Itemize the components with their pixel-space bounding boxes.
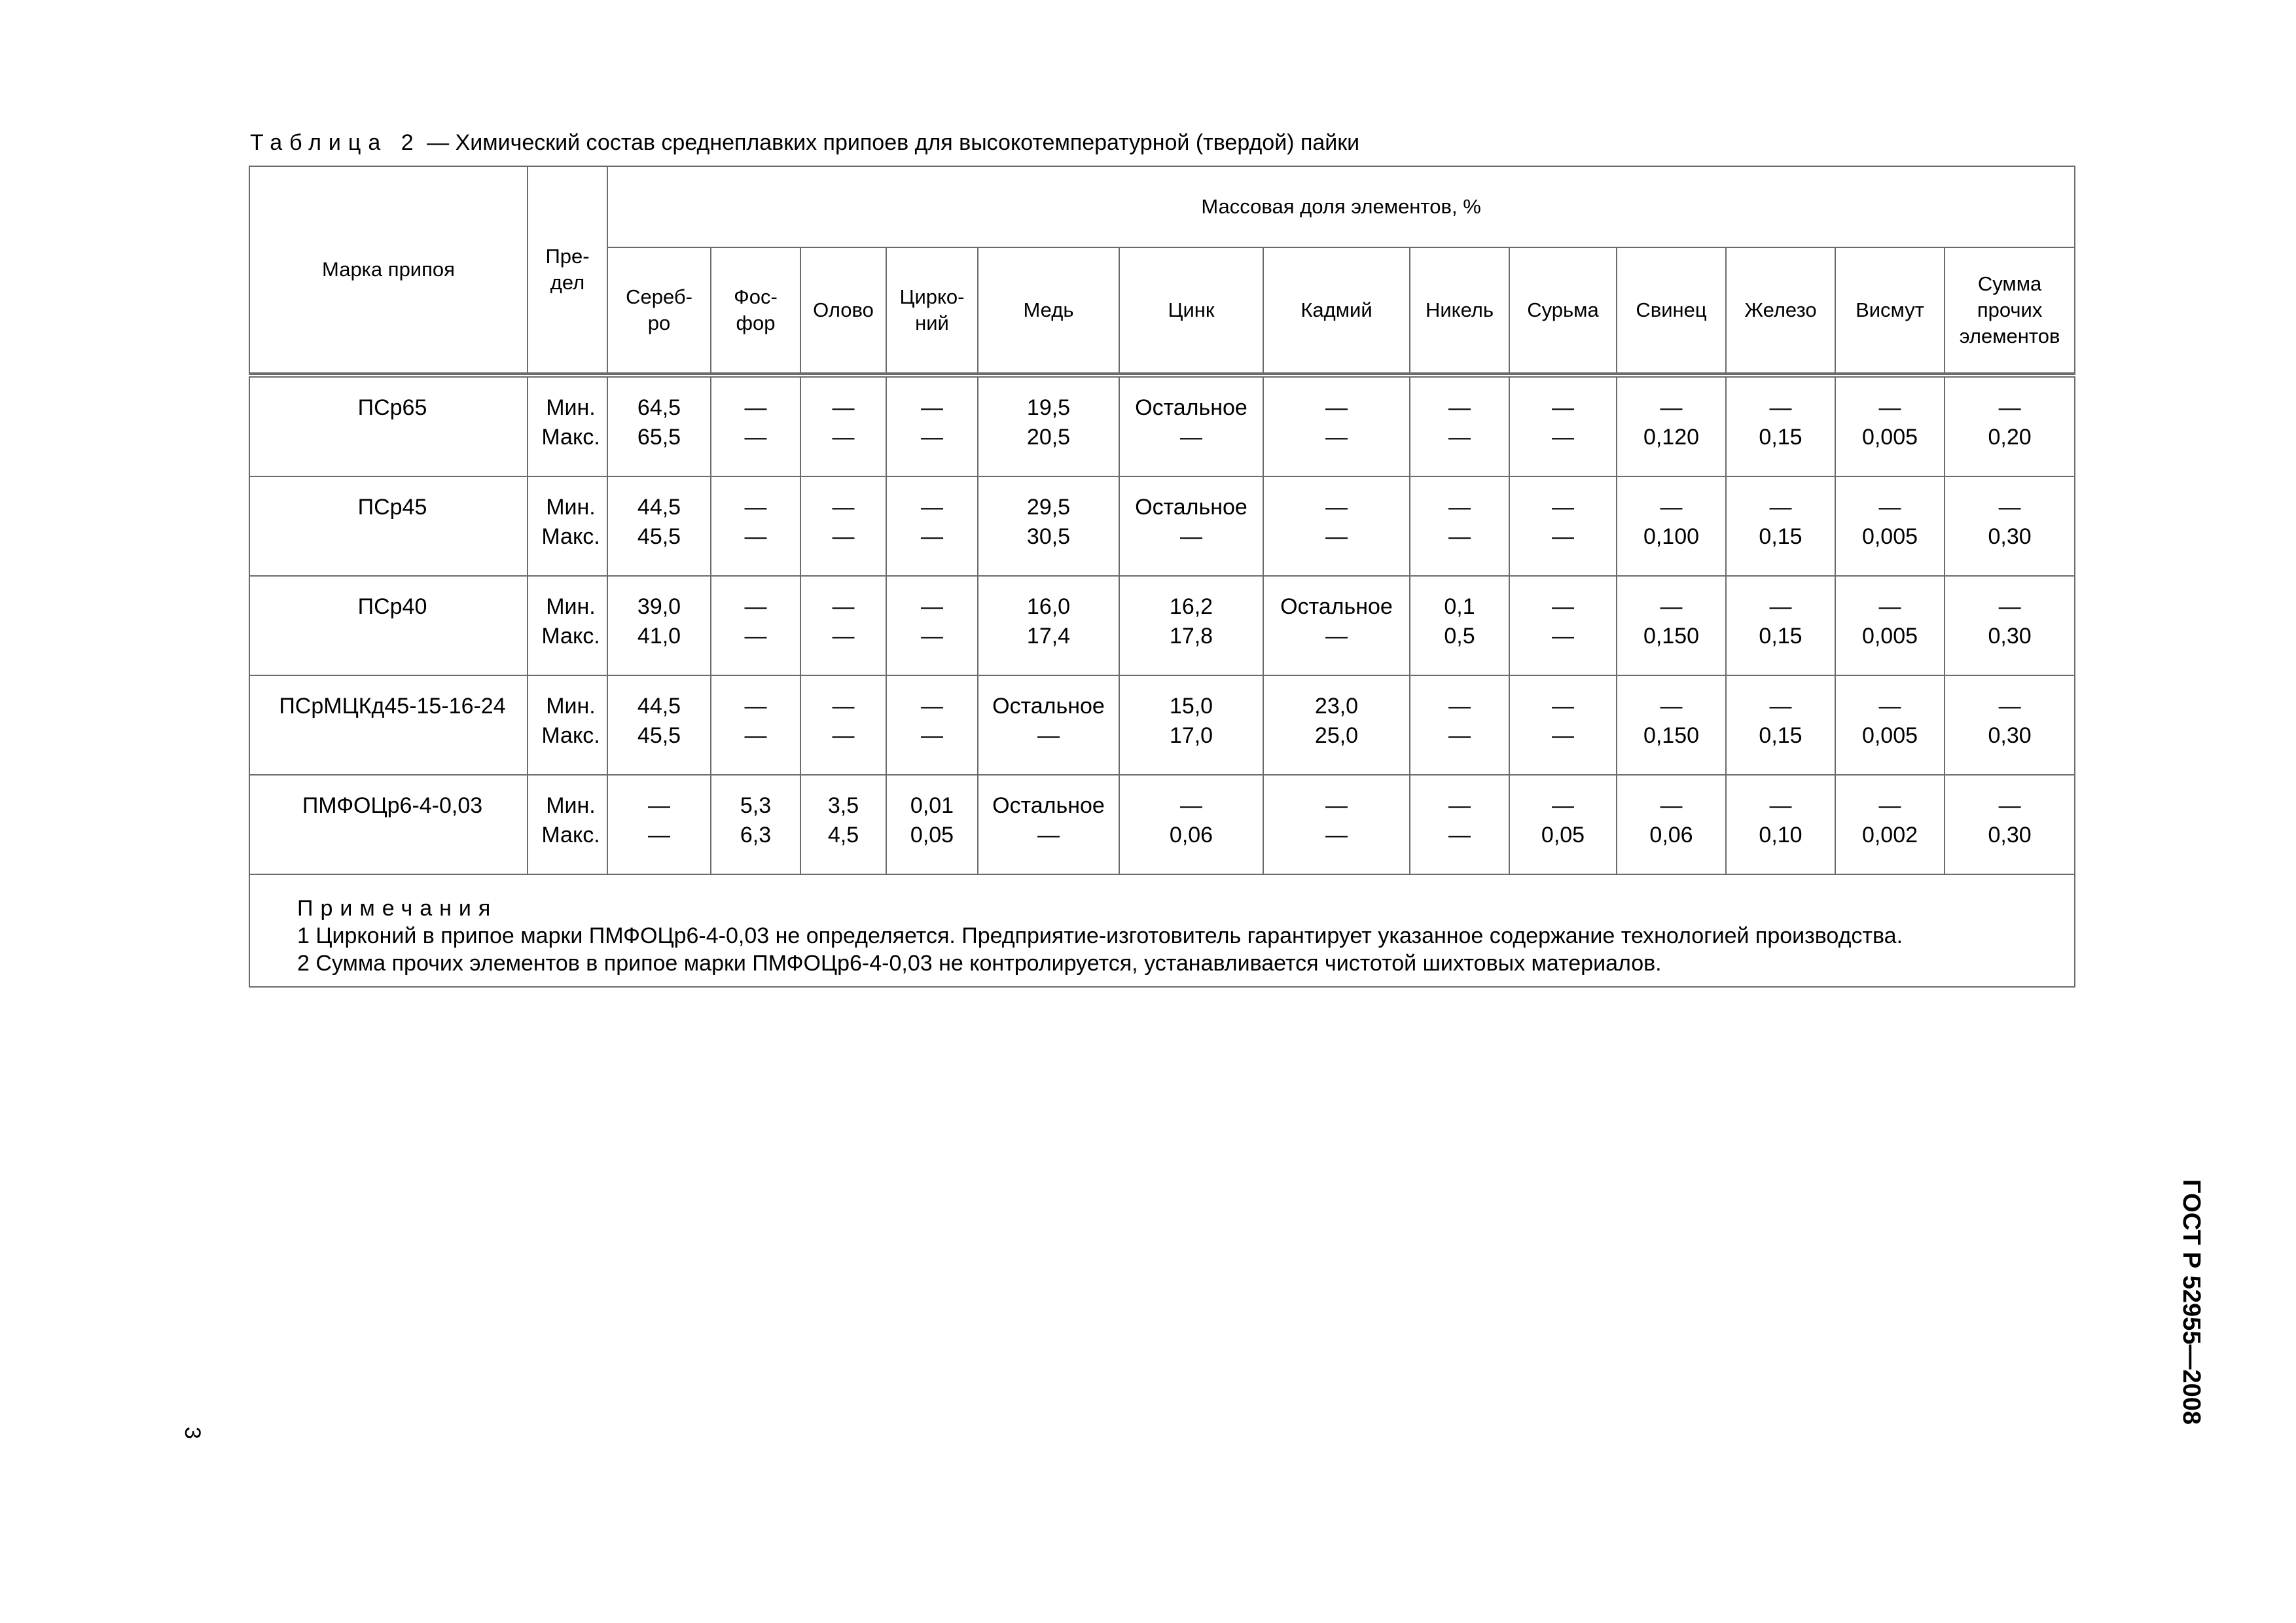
limit-max-label: Макс. [541,823,600,847]
value-cell [1410,675,1509,775]
value-min: — [832,594,855,619]
header-element-12 [1945,247,2075,373]
header-element-line: элементов [1959,325,2060,348]
value-max: 0,20 [1988,425,2032,450]
value-cell [1945,376,2075,476]
value-max: 0,150 [1643,624,1700,649]
value-max: — [1037,823,1060,847]
value-max: — [1552,624,1574,649]
value-max: 0,150 [1643,723,1700,748]
value-max: — [832,723,855,748]
limit-max-label: Макс. [541,425,600,450]
value-cell [978,376,1119,476]
value-cell [711,675,800,775]
value-max: 0,05 [910,823,954,847]
header-element-11 [1835,247,1945,373]
value-min: 5,3 [740,793,772,818]
value-cell [1945,675,2075,775]
value-cell [1726,675,1835,775]
limit-min-label: Мин. [546,594,596,619]
value-cell [711,376,800,476]
value-max: 0,100 [1643,524,1700,549]
value-min: Остальное [1135,495,1247,520]
value-min: — [1448,395,1471,420]
header-element-line: Сереб- [626,285,692,308]
header-element-0 [607,247,711,373]
note-item: 1 Цирконий в припое марки ПМФОЦр6-4-0,03 не определяется. Предприятие-изготовитель гарантирует указанное содержание технологией производства. [297,923,1903,948]
composition-table [249,166,2075,988]
value-cell [711,576,800,675]
value-cell [1945,476,2075,576]
value-min: — [1878,395,1901,420]
value-max: 0,005 [1861,624,1918,649]
value-min: — [1552,694,1574,719]
value-min: — [921,495,943,520]
value-max: — [1325,524,1348,549]
value-max: — [1448,823,1471,847]
value-cell [1263,576,1410,675]
value-max: 0,06 [1649,823,1693,847]
value-max: — [1325,823,1348,847]
notes-row [249,874,2075,987]
value-min: — [1878,694,1901,719]
value-min: 15,0 [1169,694,1213,719]
value-cell [1835,476,1945,576]
value-max: — [921,524,943,549]
note-item: 2 Сумма прочих элементов в припое марки ПМФОЦр6-4-0,03 не контролируется, устанавливается чистотой шихтовых материалов. [297,951,1662,976]
value-max: — [921,425,943,450]
value-max: 0,05 [1541,823,1585,847]
value-max: — [744,624,767,649]
value-cell [886,775,978,874]
value-min: — [921,594,943,619]
value-max: 0,15 [1759,723,1803,748]
value-cell [607,576,711,675]
value-cell [607,476,711,576]
header-limit-line1: Пре- [545,245,590,268]
value-max: — [648,823,670,847]
value-max: — [1552,723,1574,748]
value-min: — [1769,495,1792,520]
value-min: — [832,395,855,420]
value-cell [1119,576,1263,675]
value-min: — [1878,594,1901,619]
value-max: — [832,425,855,450]
header-element-line: Никель [1425,298,1494,321]
value-max: — [921,723,943,748]
value-min: Остальное [992,793,1105,818]
value-cell [1726,376,1835,476]
header-element-line: Цирко- [899,285,965,308]
value-cell [800,476,886,576]
value-cell [1945,775,2075,874]
value-min: — [744,594,767,619]
value-cell [1119,376,1263,476]
value-max: 25,0 [1314,723,1359,748]
value-max: 20,5 [1026,425,1071,450]
value-max: — [1552,524,1574,549]
value-cell [978,476,1119,576]
value-max: 0,30 [1988,723,2032,748]
value-max: — [1448,723,1471,748]
value-max: — [832,624,855,649]
value-cell [711,476,800,576]
value-cell [978,576,1119,675]
limit-labels [528,775,607,874]
value-cell [607,675,711,775]
value-cell [1410,775,1509,874]
value-cell [607,376,711,476]
value-max: 4,5 [827,823,859,847]
header-element-line: ро [647,312,671,334]
value-max: — [744,723,767,748]
value-min: — [1769,694,1792,719]
value-min: 0,01 [910,793,954,818]
value-max: — [1180,524,1202,549]
value-max: 17,4 [1026,624,1071,649]
limit-labels [528,476,607,576]
value-cell [1835,775,1945,874]
page-number: 3 [179,1427,205,1439]
value-cell [800,775,886,874]
value-min: 3,5 [827,793,859,818]
limit-min-label: Мин. [546,395,596,420]
header-element-line: Медь [1023,298,1074,321]
value-cell [1119,675,1263,775]
value-cell [886,376,978,476]
value-max: 45,5 [637,524,681,549]
header-element-line: фор [736,312,776,334]
value-min: — [921,694,943,719]
header-grade: Марка припоя [249,166,528,373]
value-min: Остальное [992,694,1105,719]
value-min: 29,5 [1026,495,1071,520]
header-element-line: Кадмий [1300,298,1372,321]
value-cell [1410,576,1509,675]
limit-min-label: Мин. [546,495,596,520]
limit-max-label: Макс. [541,624,600,649]
value-max: — [1552,425,1574,450]
value-max: 45,5 [637,723,681,748]
value-min: — [1552,395,1574,420]
value-cell [1945,576,2075,675]
value-max: 17,8 [1169,624,1213,649]
header-element-9 [1617,247,1726,373]
value-min: — [1878,495,1901,520]
value-min: — [1660,395,1683,420]
value-max: 41,0 [637,624,681,649]
limit-min-label: Мин. [546,694,596,719]
value-min: — [1769,594,1792,619]
value-cell [1263,775,1410,874]
value-min: — [1998,594,2021,619]
value-min: — [1660,495,1683,520]
value-cell [886,476,978,576]
value-min: Остальное [1135,395,1247,420]
table-caption-prefix: Таблица 2 [250,130,421,155]
table-row [249,775,2075,874]
value-min: — [1448,793,1471,818]
value-min: 0,1 [1444,594,1475,619]
value-cell [1119,775,1263,874]
header-element-8 [1509,247,1617,373]
value-cell [1509,576,1617,675]
header-limit [528,166,607,373]
header-element-line: Олово [813,298,874,321]
value-cell [978,675,1119,775]
value-max: 0,005 [1861,425,1918,450]
solder-grade: ПСр65 [249,376,528,476]
value-max: 0,002 [1861,823,1918,847]
value-max: — [921,624,943,649]
value-cell [1617,775,1726,874]
value-max: — [1448,524,1471,549]
notes-title: Примечания [297,896,498,921]
value-cell [800,376,886,476]
value-min: — [1552,495,1574,520]
value-max: 0,10 [1759,823,1803,847]
value-min: Остальное [1280,594,1393,619]
header-element-3 [886,247,978,373]
value-max: 17,0 [1169,723,1213,748]
value-max: — [744,524,767,549]
header-element-line: прочих [1977,298,2043,321]
value-max: 0,005 [1861,723,1918,748]
header-element-line: Фос- [734,285,778,308]
limit-max-label: Макс. [541,723,600,748]
value-max: 0,005 [1861,524,1918,549]
value-min: — [744,495,767,520]
header-element-line: ний [915,312,949,334]
value-max: 65,5 [637,425,681,450]
value-max: 0,15 [1759,425,1803,450]
header-element-line: Цинк [1168,298,1215,321]
value-min: — [744,694,767,719]
value-cell [1410,376,1509,476]
value-min: — [1998,395,2021,420]
standard-designation: ГОСТ Р 52955—2008 [2177,1179,2205,1425]
table-row [249,576,2075,675]
value-cell [1835,576,1945,675]
value-max: 30,5 [1026,524,1071,549]
value-cell [1509,476,1617,576]
header-element-5 [1119,247,1263,373]
value-min: — [1448,694,1471,719]
value-cell [1726,576,1835,675]
value-max: — [1325,624,1348,649]
value-max: 0,30 [1988,624,2032,649]
value-min: 16,0 [1026,594,1071,619]
value-min: — [1325,395,1348,420]
value-min: 23,0 [1314,694,1359,719]
value-cell [607,775,711,874]
value-max: 0,15 [1759,524,1803,549]
value-cell [1119,476,1263,576]
value-min: — [1552,793,1574,818]
header-element-7 [1410,247,1509,373]
header-element-line: Висмут [1856,298,1924,321]
value-cell [1509,675,1617,775]
value-min: — [832,694,855,719]
value-min: — [1180,793,1202,818]
value-cell [1617,476,1726,576]
value-cell [1410,476,1509,576]
limit-min-label: Мин. [546,793,596,818]
value-cell [1509,775,1617,874]
header-element-4 [978,247,1119,373]
value-min: — [1998,793,2021,818]
value-cell [1726,476,1835,576]
header-element-10 [1726,247,1835,373]
header-element-line: Сумма [1977,272,2042,295]
limit-max-label: Макс. [541,524,600,549]
value-cell [1835,376,1945,476]
value-max: — [1325,425,1348,450]
header-element-6 [1263,247,1410,373]
value-cell [1835,675,1945,775]
table-row [249,376,2075,476]
value-cell [1263,376,1410,476]
value-max: — [744,425,767,450]
table-row [249,476,2075,576]
value-cell [711,775,800,874]
value-cell [1617,376,1726,476]
value-min: 39,0 [637,594,681,619]
header-element-line: Свинец [1636,298,1707,321]
value-max: 0,5 [1444,624,1475,649]
header-element-line: Сурьма [1527,298,1599,321]
header-element-line: Железо [1744,298,1817,321]
value-min: — [1998,495,2021,520]
value-max: 0,120 [1643,425,1700,450]
value-min: — [744,395,767,420]
value-min: — [1660,694,1683,719]
notes-cell [249,874,2075,987]
value-min: — [1552,594,1574,619]
value-min: — [1660,793,1683,818]
limit-labels [528,376,607,476]
value-min: — [832,495,855,520]
value-max: — [1180,425,1202,450]
value-min: — [1448,495,1471,520]
value-min: 44,5 [637,495,681,520]
value-cell [1617,675,1726,775]
value-min: — [1769,793,1792,818]
value-min: — [648,793,670,818]
table-caption [250,128,2148,157]
value-cell [800,675,886,775]
value-min: — [1998,694,2021,719]
solder-grade: ПМФОЦр6-4-0,03 [249,775,528,874]
header-element-2 [800,247,886,373]
header-element-1 [711,247,800,373]
value-cell [978,775,1119,874]
value-min: — [1769,395,1792,420]
limit-labels [528,675,607,775]
value-min: 16,2 [1169,594,1213,619]
value-cell [1617,576,1726,675]
header-limit-line2: дел [550,271,585,294]
value-cell [800,576,886,675]
value-min: — [921,395,943,420]
value-max: 0,30 [1988,524,2032,549]
value-cell [1509,376,1617,476]
value-max: — [832,524,855,549]
value-max: 0,06 [1169,823,1213,847]
solder-grade: ПСрМЦКд45-15-16-24 [249,675,528,775]
value-max: — [1037,723,1060,748]
value-cell [886,576,978,675]
limit-labels [528,576,607,675]
header-mass-fraction: Массовая доля элементов, % [607,166,2075,247]
solder-grade: ПСр45 [249,476,528,576]
value-max: 6,3 [740,823,772,847]
solder-grade: ПСр40 [249,576,528,675]
table-row [249,675,2075,775]
value-max: 0,30 [1988,823,2032,847]
value-min: — [1878,793,1901,818]
value-max: — [1448,425,1471,450]
value-min: — [1325,793,1348,818]
value-min: 44,5 [637,694,681,719]
value-cell [1263,476,1410,576]
value-cell [886,675,978,775]
table-caption-text: — Химический состав среднеплавких припоев для высокотемпературной (твердой) пайки [420,130,1360,155]
value-min: 19,5 [1026,395,1071,420]
value-min: — [1325,495,1348,520]
value-min: — [1660,594,1683,619]
value-cell [1726,775,1835,874]
value-max: 0,15 [1759,624,1803,649]
value-min: 64,5 [637,395,681,420]
value-cell [1263,675,1410,775]
